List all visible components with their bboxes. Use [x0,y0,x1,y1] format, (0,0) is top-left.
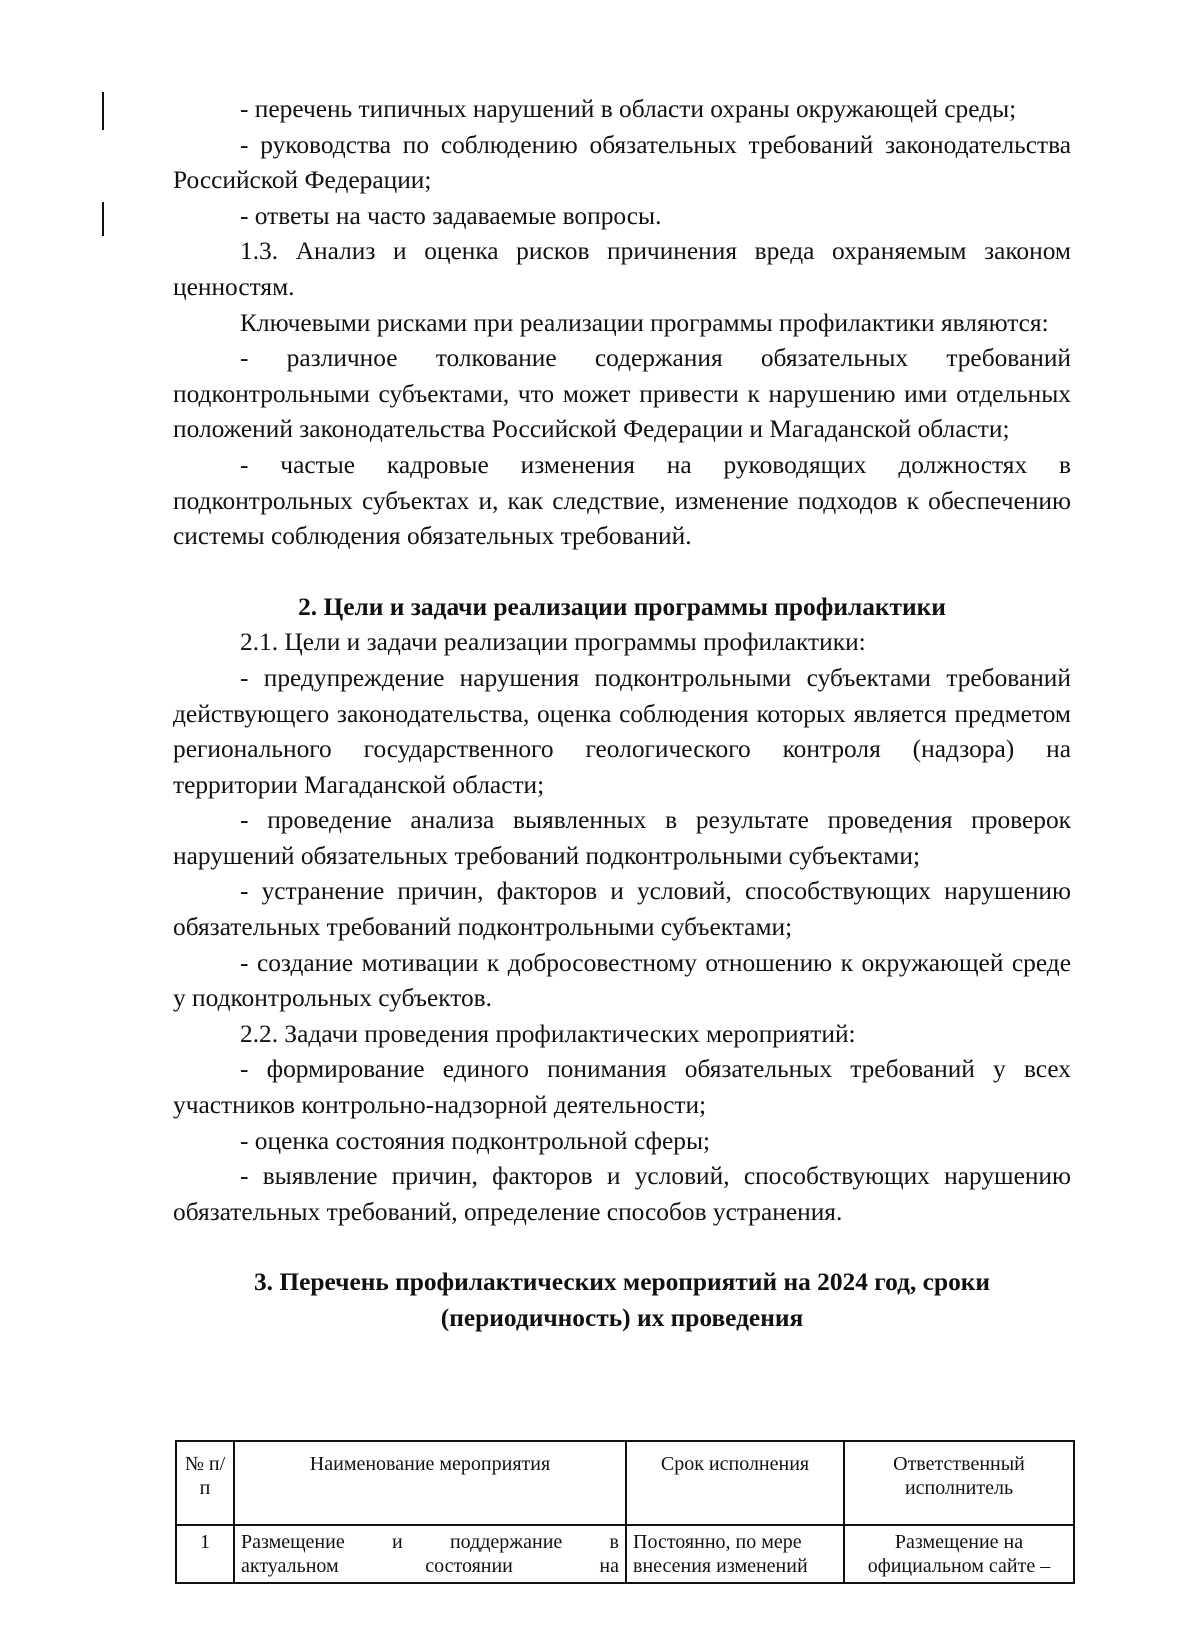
row-name [234,1525,626,1583]
row-name-line: актуальном состоянии на [241,1555,619,1577]
list-item: - руководства по соблюдению обязательных требований законодательства Российской Федерации; [173,130,1071,195]
section-2-heading: 2. Цели и задачи реализации программы профилактики [298,592,946,621]
header-number: № п/п [176,1441,234,1525]
table-header-row [176,1441,1074,1525]
section-3-heading-line2: (периодичность) их проведения [440,1304,804,1332]
paragraph-2-1: 2.1. Цели и задачи реализации программы профилактики: [240,628,866,657]
task-item: - оценка состояния подконтрольной сферы; [240,1126,711,1155]
paragraph-2-2: 2.2. Задачи проведения профилактических мероприятий: [240,1019,856,1048]
risk-item: - частые кадровые изменения на руководящих должностях в подконтрольных субъектах и, как следствие, изменение подходов к обеспечению системы соблюдения обязательных требований. [173,450,1071,551]
task-item: - формирование единого понимания обязательных требований у всех участников контрольно-надзорной деятельности; [173,1055,1071,1120]
section-3-heading [173,1265,1071,1336]
document-body [173,92,1071,1337]
row-term-line: Постоянно, по мере [633,1531,802,1553]
row-executor-line: Размещение на [894,1531,1024,1553]
schedule-table [175,1440,1075,1584]
goal-item: - предупреждение нарушения подконтрольными субъектами требований действующего законодательства, оценка соблюдения которых является предметом регионального государственного геологического контроля (надзора) на территории Магаданской области; [173,663,1071,799]
risks-intro: Ключевыми рисками при реализации программы профилактики являются: [240,308,1049,337]
risk-item: - различное толкование содержания обязательных требований подконтрольными субъектами, что может привести к нарушению ими отдельных положений законодательства Российской Федерации и Магаданской области; [173,344,1071,444]
row-term [626,1525,844,1583]
header-term: Срок исполнения [626,1441,844,1525]
goal-item: - устранение причин, факторов и условий, способствующих нарушению обязательных требований подконтрольными субъектами; [173,877,1071,942]
margin-mark-1 [102,92,104,130]
header-name: Наименование мероприятия [234,1441,626,1525]
paragraph-1-3: 1.3. Анализ и оценка рисков причинения вреда охраняемым законом ценностям. [173,237,1071,301]
goal-item: - создание мотивации к добросовестному отношению к окружающей среде у подконтрольных субъектов. [173,948,1071,1013]
row-executor-line: официальном сайте – [867,1555,1051,1577]
row-number: 1 [176,1525,234,1583]
list-item: - перечень типичных нарушений в области охраны окружающей среды; [240,95,1017,123]
row-name-line: Размещение и поддержание в [241,1531,619,1553]
goal-item: - проведение анализа выявленных в результате проведения проверок нарушений обязательных требований подконтрольными субъектами; [173,806,1071,870]
table-row [176,1525,1074,1583]
margin-mark-2 [102,202,104,236]
list-item: - ответы на часто задаваемые вопросы. [240,201,662,230]
row-executor [844,1525,1074,1583]
section-3-heading-line1: 3. Перечень профилактических мероприятий на 2024 год, сроки [253,1268,991,1297]
task-item: - выявление причин, факторов и условий, способствующих нарушению обязательных требований, определение способов устранения. [173,1162,1071,1226]
header-executor: Ответственный исполнитель [844,1441,1074,1525]
row-term-line: внесения изменений [633,1555,808,1577]
